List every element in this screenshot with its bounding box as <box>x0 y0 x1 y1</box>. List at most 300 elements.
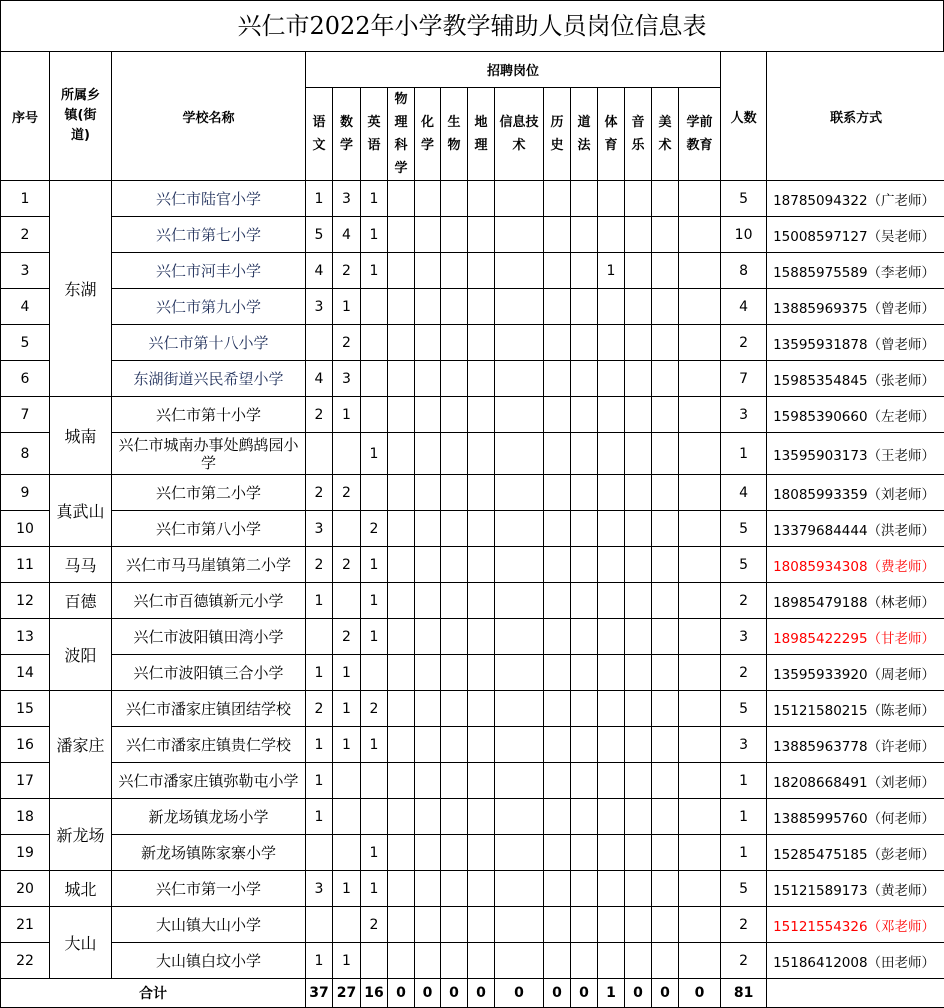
position-count <box>415 361 441 397</box>
position-count <box>598 835 625 871</box>
position-count <box>415 619 441 655</box>
total-value: 0 <box>415 979 441 1008</box>
position-count <box>652 325 679 361</box>
school-name: 兴仁市第九小学 <box>112 289 306 325</box>
position-count <box>495 511 544 547</box>
position-count <box>625 253 652 289</box>
contact: 18985422295（甘老师） <box>767 619 944 655</box>
headcount: 2 <box>721 583 767 619</box>
total-value: 0 <box>679 979 721 1008</box>
position-count: 1 <box>361 433 388 475</box>
position-count <box>495 325 544 361</box>
school-name: 兴仁市波阳镇三合小学 <box>112 655 306 691</box>
position-count: 1 <box>361 583 388 619</box>
total-value: 1 <box>598 979 625 1008</box>
town-name: 大山 <box>50 907 112 979</box>
position-count <box>571 289 598 325</box>
position-count <box>652 871 679 907</box>
headcount: 3 <box>721 727 767 763</box>
position-count <box>652 361 679 397</box>
total-contact-empty <box>767 979 944 1008</box>
position-count: 1 <box>333 691 361 727</box>
position-count <box>441 655 468 691</box>
position-count <box>652 511 679 547</box>
row-index: 18 <box>1 799 50 835</box>
row-index: 19 <box>1 835 50 871</box>
town-name: 波阳 <box>50 619 112 691</box>
position-count <box>625 325 652 361</box>
position-count: 1 <box>306 799 333 835</box>
town-name: 马马 <box>50 547 112 583</box>
position-count <box>598 871 625 907</box>
position-count <box>495 361 544 397</box>
position-count <box>388 619 415 655</box>
position-count <box>679 547 721 583</box>
position-count: 1 <box>306 583 333 619</box>
table-row <box>1 799 944 835</box>
position-count <box>625 217 652 253</box>
position-count <box>598 217 625 253</box>
headcount: 1 <box>721 835 767 871</box>
position-count <box>571 475 598 511</box>
position-count <box>441 547 468 583</box>
position-count <box>441 763 468 799</box>
position-count <box>598 181 625 217</box>
header-subject: 体育 <box>598 88 625 181</box>
table-row <box>1 763 944 799</box>
town-name: 新龙场 <box>50 799 112 871</box>
position-count <box>679 691 721 727</box>
row-index: 14 <box>1 655 50 691</box>
position-count <box>598 511 625 547</box>
position-count: 1 <box>361 727 388 763</box>
position-count: 1 <box>361 181 388 217</box>
position-count <box>679 217 721 253</box>
position-count <box>388 655 415 691</box>
headcount: 2 <box>721 943 767 979</box>
position-count <box>571 907 598 943</box>
position-count <box>679 583 721 619</box>
position-count <box>598 583 625 619</box>
row-index: 17 <box>1 763 50 799</box>
headcount: 10 <box>721 217 767 253</box>
school-name: 兴仁市潘家庄镇贵仁学校 <box>112 727 306 763</box>
position-count <box>361 289 388 325</box>
position-count <box>361 361 388 397</box>
position-count <box>652 835 679 871</box>
position-count <box>441 475 468 511</box>
position-count <box>679 361 721 397</box>
position-count <box>415 217 441 253</box>
position-count <box>388 289 415 325</box>
table-row <box>1 691 944 727</box>
table-row <box>1 655 944 691</box>
position-count <box>415 943 441 979</box>
headcount: 3 <box>721 397 767 433</box>
position-count <box>598 361 625 397</box>
header-subject: 数学 <box>333 88 361 181</box>
position-count <box>679 433 721 475</box>
table-row <box>1 253 944 289</box>
position-count <box>625 763 652 799</box>
position-count <box>598 727 625 763</box>
position-count <box>495 433 544 475</box>
headcount: 1 <box>721 763 767 799</box>
position-count <box>468 475 495 511</box>
position-count: 1 <box>306 727 333 763</box>
position-count <box>598 325 625 361</box>
position-count <box>415 253 441 289</box>
position-count <box>468 691 495 727</box>
position-count <box>468 619 495 655</box>
table-row <box>1 361 944 397</box>
town-name: 百德 <box>50 583 112 619</box>
position-count <box>388 397 415 433</box>
position-count: 1 <box>361 253 388 289</box>
town-name: 真武山 <box>50 475 112 547</box>
position-count <box>544 433 571 475</box>
school-name: 兴仁市潘家庄镇弥勒屯小学 <box>112 763 306 799</box>
position-count <box>388 835 415 871</box>
position-count <box>679 253 721 289</box>
position-count <box>571 217 598 253</box>
position-count <box>441 691 468 727</box>
position-count <box>306 619 333 655</box>
headcount: 3 <box>721 619 767 655</box>
contact: 15885975589（李老师） <box>767 253 944 289</box>
position-count <box>388 583 415 619</box>
row-index: 12 <box>1 583 50 619</box>
position-count: 3 <box>333 181 361 217</box>
position-count <box>544 727 571 763</box>
position-count <box>598 907 625 943</box>
town-name: 城北 <box>50 871 112 907</box>
position-count <box>441 799 468 835</box>
row-index: 21 <box>1 907 50 943</box>
position-count <box>361 763 388 799</box>
position-count <box>415 547 441 583</box>
position-count <box>495 619 544 655</box>
header-subject: 地理 <box>468 88 495 181</box>
position-count <box>571 727 598 763</box>
position-count <box>388 433 415 475</box>
position-count: 4 <box>333 217 361 253</box>
positions-table <box>0 51 944 1008</box>
position-count <box>388 871 415 907</box>
position-count <box>652 289 679 325</box>
position-count <box>598 655 625 691</box>
contact: 13595931878（曾老师） <box>767 325 944 361</box>
position-count <box>333 763 361 799</box>
position-count <box>679 181 721 217</box>
position-count <box>441 397 468 433</box>
position-count <box>652 475 679 511</box>
position-count <box>544 907 571 943</box>
table-row <box>1 583 944 619</box>
position-count <box>388 547 415 583</box>
row-index: 22 <box>1 943 50 979</box>
position-count <box>333 799 361 835</box>
position-count <box>625 547 652 583</box>
position-count <box>441 289 468 325</box>
position-count <box>468 907 495 943</box>
position-count <box>495 763 544 799</box>
header-subject: 信息技术 <box>495 88 544 181</box>
position-count: 3 <box>306 511 333 547</box>
total-value: 0 <box>625 979 652 1008</box>
headcount: 4 <box>721 289 767 325</box>
position-count <box>441 835 468 871</box>
school-name: 兴仁市陆官小学 <box>112 181 306 217</box>
table-row <box>1 217 944 253</box>
total-value: 0 <box>544 979 571 1008</box>
header-positions: 招聘岗位 <box>306 52 721 88</box>
position-count <box>495 583 544 619</box>
position-count <box>625 907 652 943</box>
contact: 15121589173（黄老师） <box>767 871 944 907</box>
position-count <box>495 727 544 763</box>
headcount: 2 <box>721 655 767 691</box>
position-count <box>598 547 625 583</box>
position-count <box>468 763 495 799</box>
position-count <box>468 727 495 763</box>
position-count <box>544 583 571 619</box>
position-count <box>571 943 598 979</box>
row-index: 9 <box>1 475 50 511</box>
position-count: 3 <box>306 871 333 907</box>
position-count <box>544 619 571 655</box>
contact: 15985354845（张老师） <box>767 361 944 397</box>
position-count <box>679 475 721 511</box>
position-count <box>468 289 495 325</box>
position-count <box>415 397 441 433</box>
table-row <box>1 835 944 871</box>
position-count <box>495 253 544 289</box>
row-index: 20 <box>1 871 50 907</box>
position-count <box>679 871 721 907</box>
total-value: 27 <box>333 979 361 1008</box>
position-count <box>388 217 415 253</box>
row-index: 10 <box>1 511 50 547</box>
position-count <box>468 253 495 289</box>
position-count: 1 <box>361 619 388 655</box>
position-count: 3 <box>306 289 333 325</box>
row-index: 4 <box>1 289 50 325</box>
school-name: 东湖街道兴民希望小学 <box>112 361 306 397</box>
position-count <box>544 655 571 691</box>
position-count <box>598 289 625 325</box>
position-count: 1 <box>333 655 361 691</box>
row-index: 2 <box>1 217 50 253</box>
contact: 13595903173（王老师） <box>767 433 944 475</box>
school-name: 兴仁市波阳镇田湾小学 <box>112 619 306 655</box>
position-count <box>544 217 571 253</box>
position-count <box>544 511 571 547</box>
position-count <box>495 655 544 691</box>
contact: 18085993359（刘老师） <box>767 475 944 511</box>
position-count <box>415 727 441 763</box>
headcount: 1 <box>721 799 767 835</box>
position-count <box>571 835 598 871</box>
position-count <box>679 835 721 871</box>
position-count <box>415 835 441 871</box>
header-subject: 道法 <box>571 88 598 181</box>
position-count <box>625 583 652 619</box>
position-count <box>571 253 598 289</box>
position-count <box>598 433 625 475</box>
contact: 13595933920（周老师） <box>767 655 944 691</box>
position-count <box>333 583 361 619</box>
position-count <box>441 727 468 763</box>
row-index: 1 <box>1 181 50 217</box>
position-count <box>652 943 679 979</box>
position-count: 1 <box>333 397 361 433</box>
position-count <box>388 325 415 361</box>
position-count <box>388 253 415 289</box>
contact: 15121554326（邓老师） <box>767 907 944 943</box>
position-count <box>571 691 598 727</box>
position-count <box>468 511 495 547</box>
table-row <box>1 619 944 655</box>
header-town: 所属乡镇(街道) <box>50 52 112 181</box>
position-count <box>333 907 361 943</box>
position-count <box>679 619 721 655</box>
position-count <box>415 907 441 943</box>
position-count <box>361 475 388 511</box>
position-count <box>571 799 598 835</box>
total-value: 0 <box>388 979 415 1008</box>
position-count <box>468 361 495 397</box>
position-count <box>625 871 652 907</box>
position-count <box>571 871 598 907</box>
position-count <box>415 511 441 547</box>
position-count <box>415 583 441 619</box>
position-count <box>652 547 679 583</box>
position-count <box>468 835 495 871</box>
position-count <box>441 253 468 289</box>
position-count <box>415 433 441 475</box>
position-count <box>495 907 544 943</box>
position-count: 1 <box>361 217 388 253</box>
position-count <box>388 181 415 217</box>
position-count <box>679 943 721 979</box>
position-count <box>306 907 333 943</box>
position-count <box>544 475 571 511</box>
school-name: 新龙场镇龙场小学 <box>112 799 306 835</box>
contact: 18085934308（费老师） <box>767 547 944 583</box>
school-name: 兴仁市第十八小学 <box>112 325 306 361</box>
header-count: 人数 <box>721 52 767 181</box>
position-count <box>468 871 495 907</box>
school-name: 兴仁市城南办事处鹧鸪园小学 <box>112 433 306 475</box>
position-count: 1 <box>306 181 333 217</box>
position-count <box>571 547 598 583</box>
position-count: 1 <box>333 943 361 979</box>
position-count: 4 <box>306 361 333 397</box>
position-count <box>388 799 415 835</box>
town-name: 城南 <box>50 397 112 475</box>
position-count: 1 <box>333 727 361 763</box>
position-count <box>468 655 495 691</box>
position-count <box>415 691 441 727</box>
position-count <box>468 397 495 433</box>
position-count <box>306 835 333 871</box>
school-name: 兴仁市百德镇新元小学 <box>112 583 306 619</box>
position-count <box>306 433 333 475</box>
position-count: 1 <box>333 871 361 907</box>
position-count <box>441 583 468 619</box>
position-count: 2 <box>306 547 333 583</box>
position-count: 2 <box>333 475 361 511</box>
table-row <box>1 511 944 547</box>
position-count <box>652 655 679 691</box>
position-count <box>441 217 468 253</box>
position-count <box>598 763 625 799</box>
total-row <box>1 979 944 1008</box>
position-count <box>415 475 441 511</box>
header-subject: 历史 <box>544 88 571 181</box>
position-count <box>625 181 652 217</box>
total-value: 0 <box>495 979 544 1008</box>
position-count <box>415 325 441 361</box>
row-index: 15 <box>1 691 50 727</box>
headcount: 2 <box>721 325 767 361</box>
header-subject: 物理科学 <box>388 88 415 181</box>
contact: 18985479188（林老师） <box>767 583 944 619</box>
position-count: 3 <box>333 361 361 397</box>
contact: 13885969375（曾老师） <box>767 289 944 325</box>
total-value: 16 <box>361 979 388 1008</box>
contact: 15186412008（田老师） <box>767 943 944 979</box>
position-count <box>388 511 415 547</box>
school-name: 大山镇大山小学 <box>112 907 306 943</box>
position-count: 2 <box>333 547 361 583</box>
row-index: 11 <box>1 547 50 583</box>
position-count <box>625 619 652 655</box>
position-count <box>625 835 652 871</box>
position-count <box>571 181 598 217</box>
total-value: 0 <box>571 979 598 1008</box>
position-count: 1 <box>333 289 361 325</box>
table-row <box>1 871 944 907</box>
table-row <box>1 181 944 217</box>
headcount: 5 <box>721 871 767 907</box>
table-row <box>1 943 944 979</box>
position-count <box>333 835 361 871</box>
position-count <box>652 253 679 289</box>
position-count <box>415 871 441 907</box>
position-count <box>571 361 598 397</box>
position-count <box>306 325 333 361</box>
position-count <box>415 289 441 325</box>
position-count <box>495 475 544 511</box>
position-count: 1 <box>306 943 333 979</box>
position-count <box>495 943 544 979</box>
position-count <box>625 655 652 691</box>
position-count <box>415 181 441 217</box>
position-count <box>333 433 361 475</box>
school-name: 兴仁市第一小学 <box>112 871 306 907</box>
position-count <box>468 433 495 475</box>
town-name: 潘家庄 <box>50 691 112 799</box>
position-count <box>495 289 544 325</box>
contact: 15285475185（彭老师） <box>767 835 944 871</box>
table-row <box>1 547 944 583</box>
headcount: 8 <box>721 253 767 289</box>
contact: 15985390660（左老师） <box>767 397 944 433</box>
row-index: 3 <box>1 253 50 289</box>
position-count <box>441 619 468 655</box>
